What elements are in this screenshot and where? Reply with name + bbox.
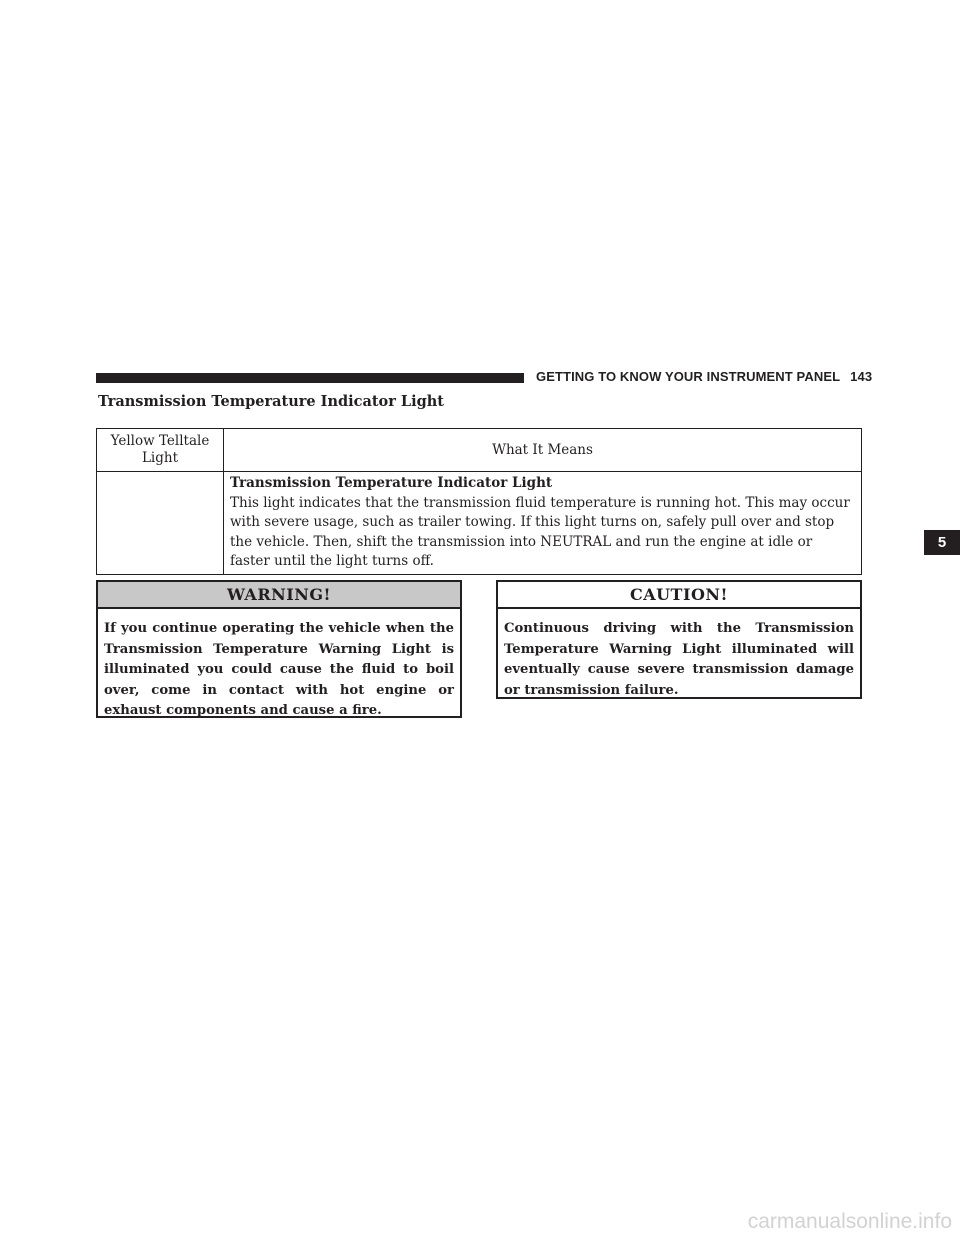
caution-text: Continuous driving with the Transmission Temperature Warning Light illuminated will eventually cause severe transmission damage or transmission failure.: [504, 621, 854, 698]
caution-box: [496, 580, 862, 699]
header-section-title: GETTING TO KNOW YOUR INSTRUMENT PANEL: [536, 369, 841, 384]
page-number: 143: [850, 369, 873, 384]
warning-heading: WARNING!: [98, 582, 460, 609]
warning-box: [96, 580, 462, 718]
header-rule: [96, 373, 524, 383]
warning-text: If you continue operating the vehicle when the Transmission Temperature Warning Light is illuminated you could cause the fluid to boil over, come in contact with hot engine or exhaust components and cause a fire.: [104, 621, 454, 718]
watermark: carmanualsonline.info: [747, 1210, 952, 1233]
table-header-row: [97, 429, 862, 472]
caution-heading: CAUTION!: [498, 582, 860, 609]
running-header: [536, 369, 872, 384]
meaning-text: This light indicates that the transmission fluid temperature is running hot. This may occur with severe usage, such as trailer towing. If this light turns on, safely pull over and stop the vehicle. Then, shift the transmission into NEUTRAL and run the engine at idle or faster until the light turns off.: [230, 494, 850, 569]
chapter-tab: 5: [924, 530, 960, 555]
table-row: [97, 472, 862, 575]
meaning-cell: [224, 472, 862, 575]
telltale-icon-cell: [97, 472, 224, 575]
section-title: Transmission Temperature Indicator Light: [98, 393, 445, 410]
meaning-title: Transmission Temperature Indicator Light: [230, 475, 553, 491]
telltale-table: [96, 428, 862, 575]
col-header-meaning: What It Means: [224, 429, 862, 472]
col-header-telltale: Yellow Telltale Light: [97, 429, 224, 472]
